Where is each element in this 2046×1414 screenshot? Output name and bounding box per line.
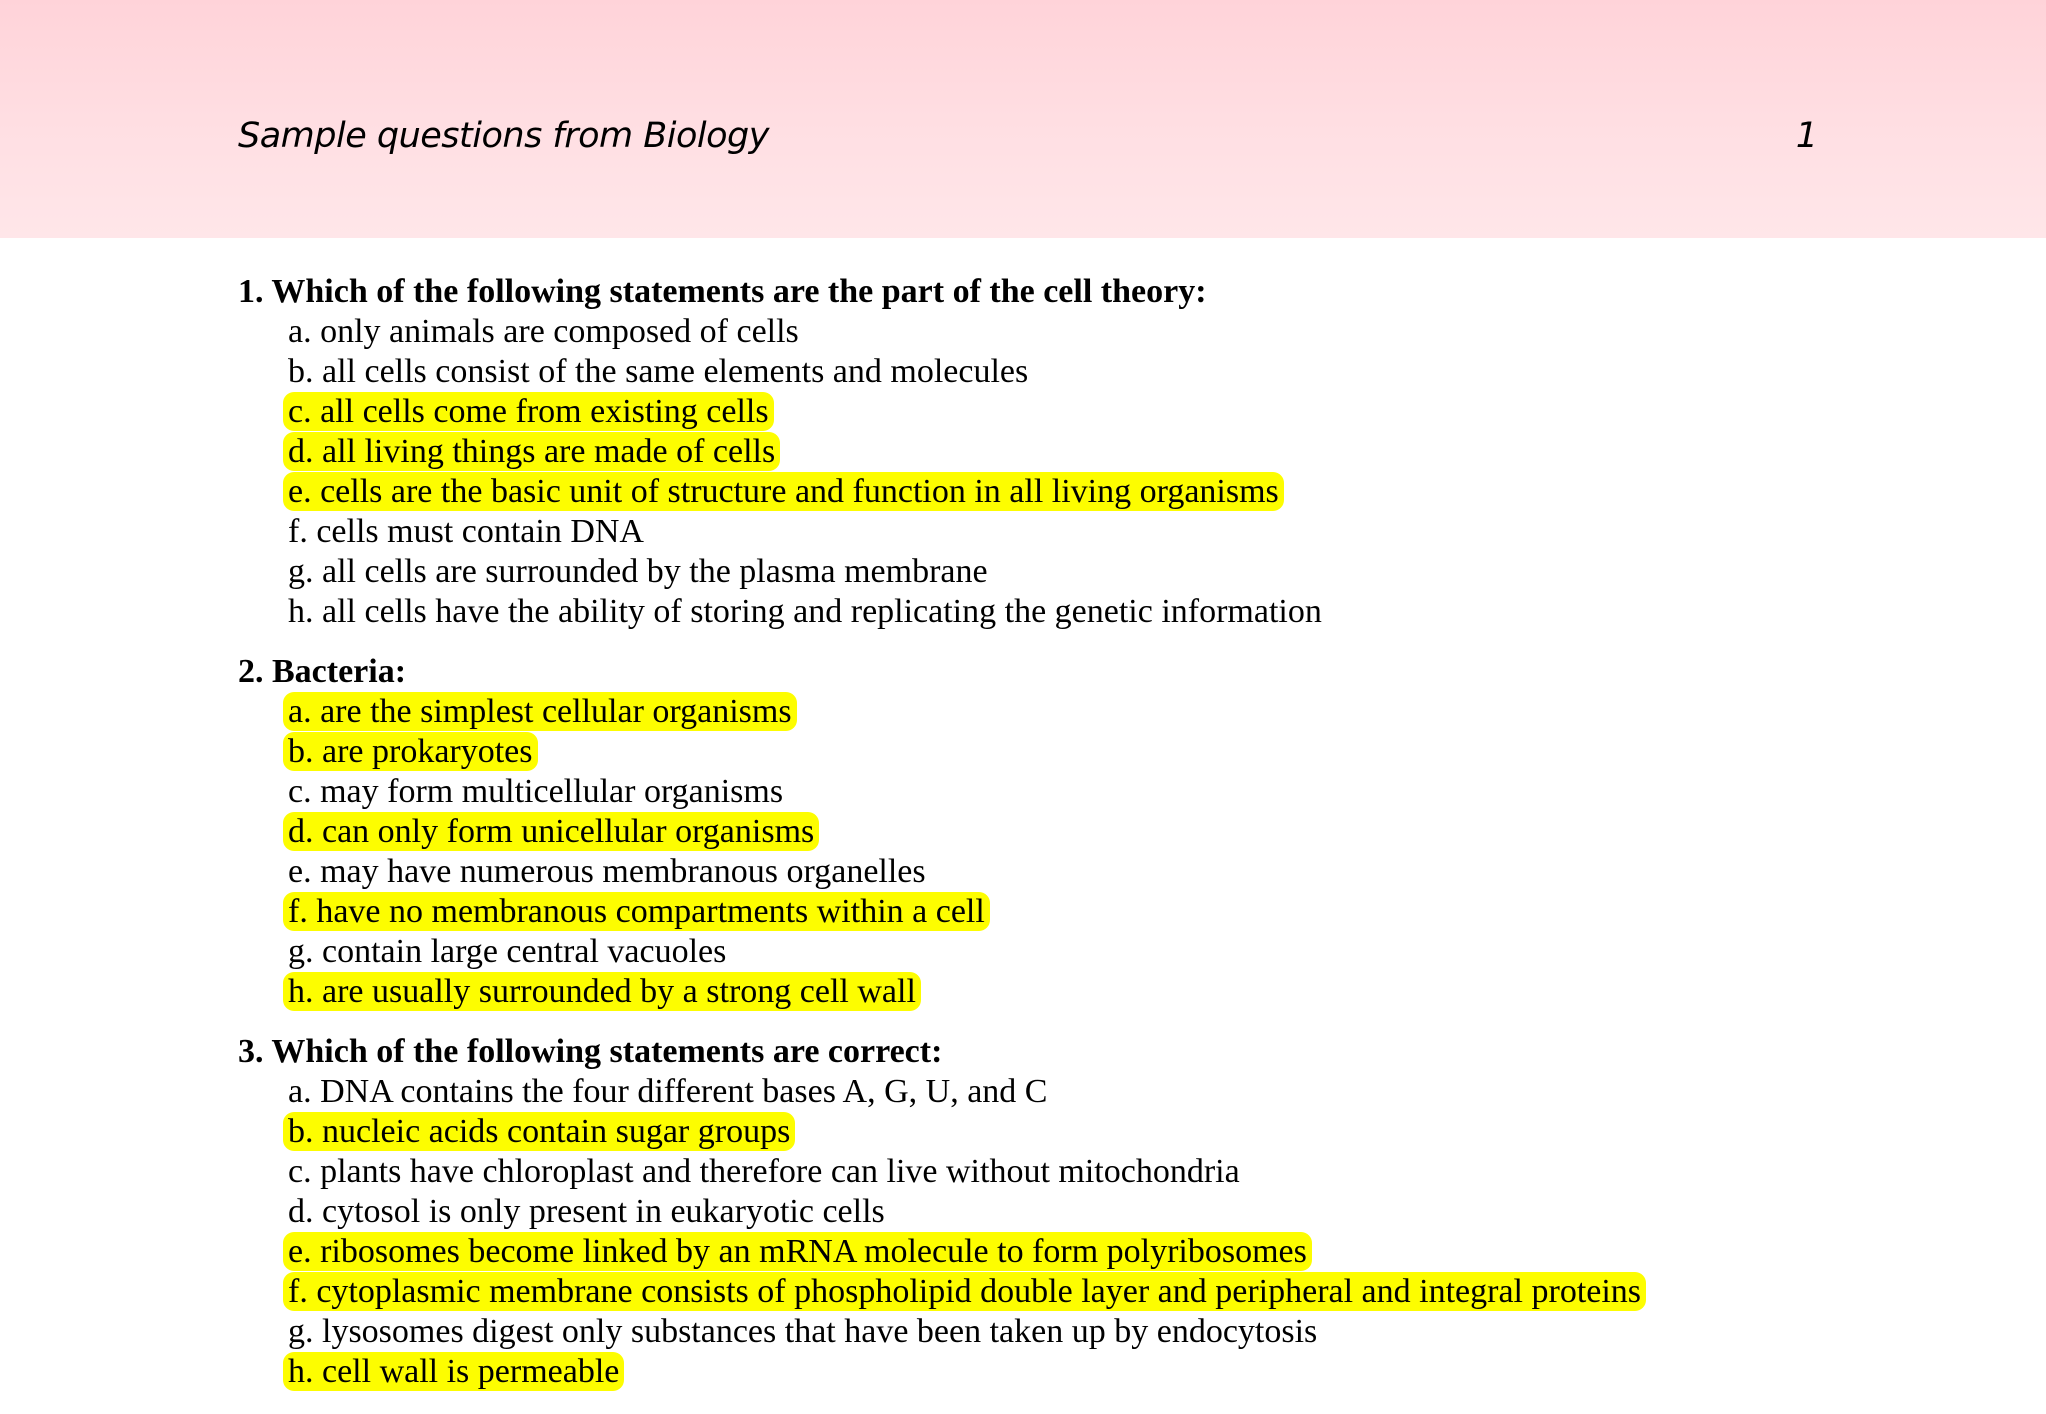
answer-text: h. are usually surrounded by a strong cell wall [283,972,921,1011]
answer-text: b. nucleic acids contain sugar groups [283,1112,795,1151]
answer-option [288,1112,1838,1152]
answer-option [288,692,1838,732]
question-1 [238,272,1838,632]
answer-text: f. have no membranous compartments within a cell [283,892,990,931]
answer-text: b. all cells consist of the same elements and molecules [288,353,1029,390]
answer-option [288,512,1838,552]
answer-option [288,1072,1838,1112]
answer-option [288,1352,1838,1392]
answer-option [288,732,1838,772]
answer-text: g. lysosomes digest only substances that have been taken up by endocytosis [288,1313,1318,1350]
answer-text: d. cytosol is only present in eukaryotic cells [288,1193,885,1230]
answer-text: e. cells are the basic unit of structure and function in all living organisms [283,472,1284,511]
answer-option [288,1312,1838,1352]
answer-option [288,852,1838,892]
answer-option [288,892,1838,932]
answer-option [288,592,1838,632]
answer-text: g. contain large central vacuoles [288,933,727,970]
answer-text: e. may have numerous membranous organelles [288,853,926,890]
answer-option [288,1192,1838,1232]
answer-text: e. ribosomes become linked by an mRNA molecule to form polyribosomes [283,1232,1312,1271]
answer-text: f. cytoplasmic membrane consists of phospholipid double layer and peripheral and integral proteins [283,1272,1646,1311]
answer-option [288,352,1838,392]
answer-options [238,692,1838,1012]
answer-text: a. are the simplest cellular organisms [283,692,797,731]
answer-text: h. all cells have the ability of storing and replicating the genetic information [288,593,1322,630]
answer-text: c. plants have chloroplast and therefore can live without mitochondria [288,1153,1240,1190]
answer-option [288,1152,1838,1192]
answer-text: c. may form multicellular organisms [288,773,784,810]
answer-text: b. are prokaryotes [283,732,538,771]
question-title: 1. Which of the following statements are the part of the cell theory: [238,273,1207,310]
question-title: 3. Which of the following statements are correct: [238,1033,943,1070]
answer-options [238,312,1838,632]
answer-text: h. cell wall is permeable [283,1352,624,1391]
answer-text: d. all living things are made of cells [283,432,780,471]
answer-text: a. DNA contains the four different bases A, G, U, and C [288,1073,1048,1110]
answer-option [288,432,1838,472]
answer-option [288,472,1838,512]
answer-options [238,1072,1838,1392]
answer-option [288,312,1838,352]
page-number: 1 [1795,116,1818,156]
answer-option [288,392,1838,432]
questions-content [238,272,1838,1412]
question-3 [238,1032,1838,1392]
page-header [0,0,2046,238]
question-title: 2. Bacteria: [238,653,407,690]
answer-option [288,972,1838,1012]
answer-option [288,932,1838,972]
answer-option [288,772,1838,812]
answer-text: c. all cells come from existing cells [283,392,774,431]
answer-option [288,1272,1838,1312]
answer-option [288,552,1838,592]
answer-text: a. only animals are composed of cells [288,313,799,350]
answer-option [288,812,1838,852]
question-2 [238,652,1838,1012]
answer-option [288,1232,1838,1272]
answer-text: f. cells must contain DNA [288,513,644,550]
answer-text: g. all cells are surrounded by the plasma membrane [288,553,988,590]
header-title: Sample questions from Biology [238,116,769,156]
answer-text: d. can only form unicellular organisms [283,812,819,851]
